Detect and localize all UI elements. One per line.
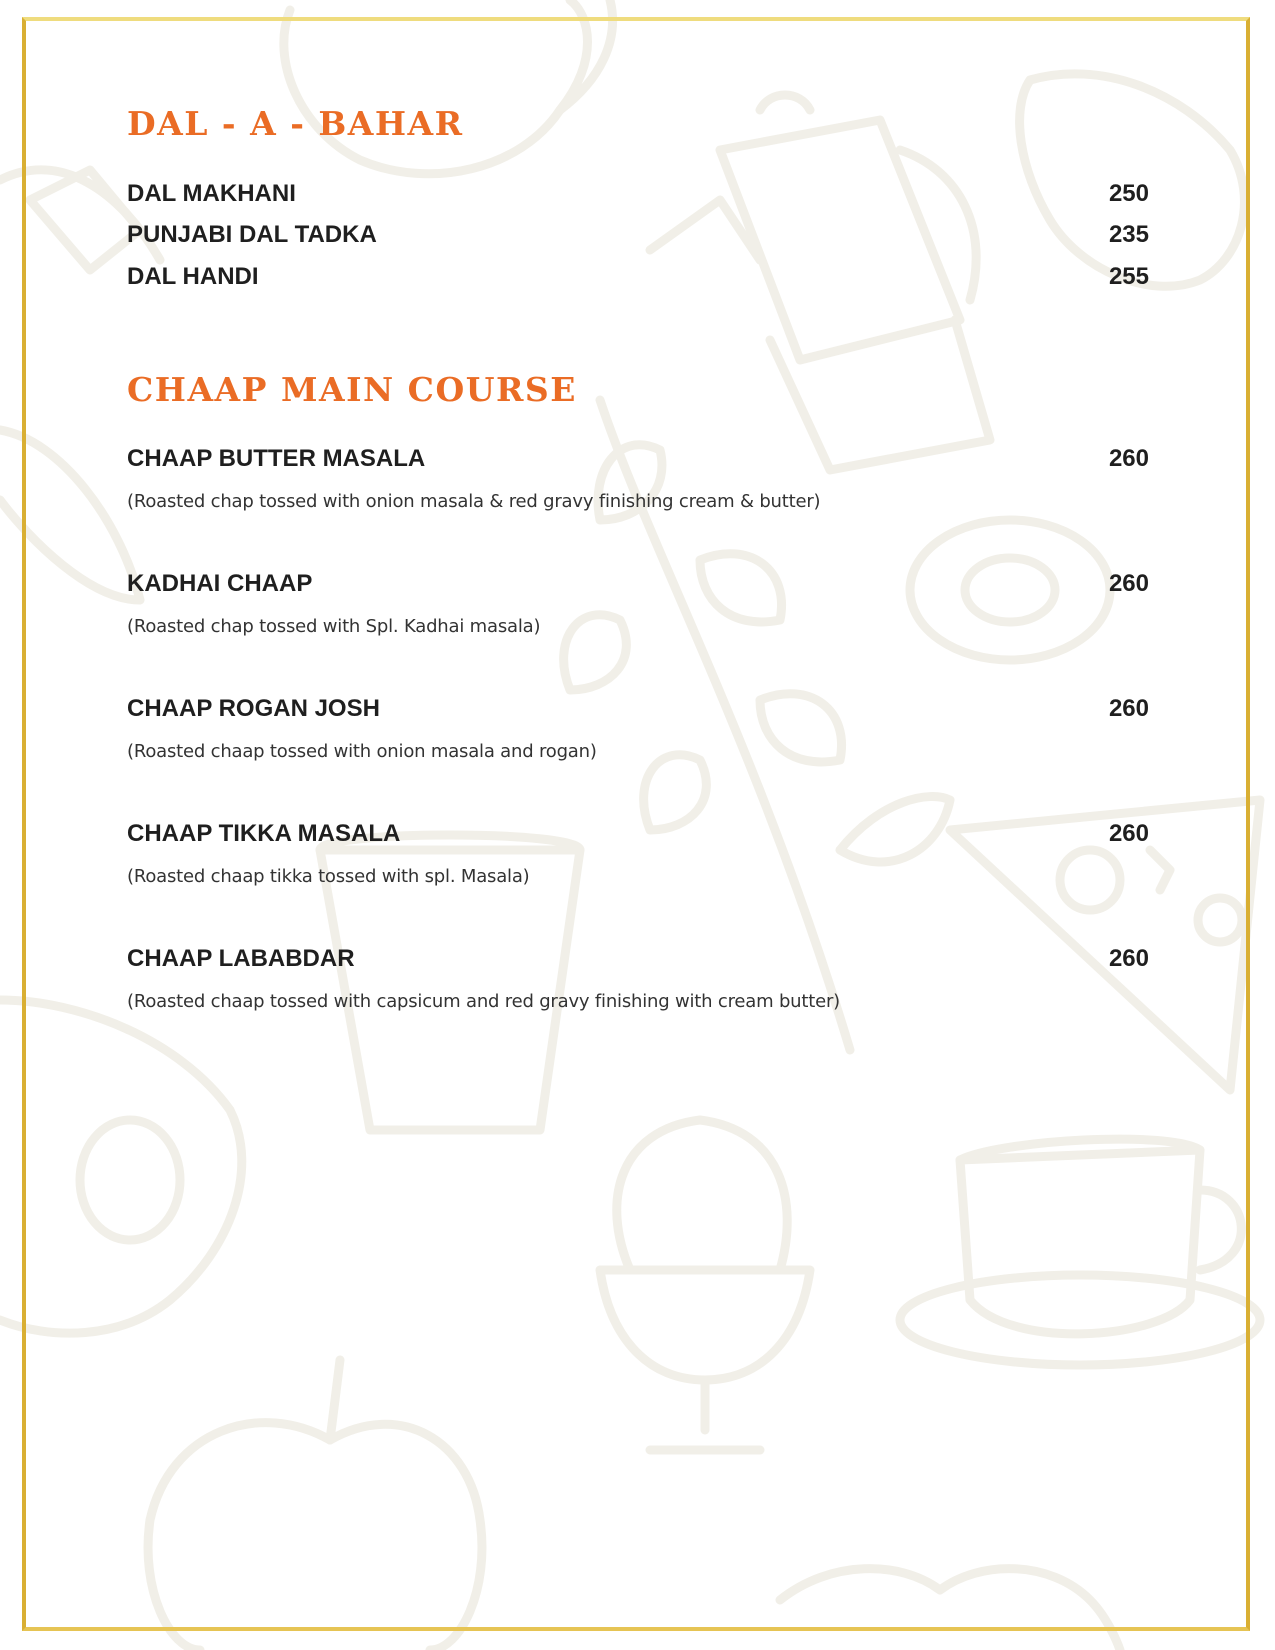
item-description: (Roasted chap tossed with onion masala & red gravy finishing cream & butter) — [127, 491, 821, 512]
item-description: (Roasted chaap tossed with capsicum and red gravy finishing with cream butter) — [127, 991, 840, 1012]
item-price: 235 — [1108, 221, 1149, 248]
item-name: CHAAP LABABDAR — [127, 945, 355, 972]
menu-item-row — [127, 262, 1149, 292]
item-name: CHAAP TIKKA MASALA — [127, 820, 401, 847]
item-name: CHAAP ROGAN JOSH — [127, 695, 380, 722]
section-title-chaap-main-course: CHAAP MAIN COURSE — [127, 370, 577, 409]
menu-item-row — [127, 944, 1149, 974]
item-price: 260 — [1108, 570, 1149, 597]
item-price: 260 — [1108, 695, 1149, 722]
item-description: (Roasted chaap tossed with onion masala and rogan) — [127, 741, 597, 762]
item-name: DAL MAKHANI — [127, 180, 296, 207]
item-name: PUNJABI DAL TADKA — [127, 221, 377, 248]
menu-item-row — [127, 179, 1149, 209]
item-price: 250 — [1108, 180, 1149, 207]
item-name: DAL HANDI — [127, 263, 259, 290]
item-price: 260 — [1108, 445, 1149, 472]
menu-item-row — [127, 444, 1149, 474]
menu-item-row — [127, 694, 1149, 724]
menu-item-row — [127, 569, 1149, 599]
menu-item-row — [127, 819, 1149, 849]
menu-item-row — [127, 220, 1149, 250]
menu-content — [127, 0, 1149, 1650]
item-description: (Roasted chaap tikka tossed with spl. Masala) — [127, 866, 530, 887]
item-description: (Roasted chap tossed with Spl. Kadhai masala) — [127, 616, 541, 637]
item-name: CHAAP BUTTER MASALA — [127, 445, 426, 472]
item-name: KADHAI CHAAP — [127, 570, 313, 597]
item-price: 260 — [1108, 945, 1149, 972]
item-price: 255 — [1108, 263, 1149, 290]
item-price: 260 — [1108, 820, 1149, 847]
section-title-dal-a-bahar: DAL - A - BAHAR — [127, 104, 464, 143]
